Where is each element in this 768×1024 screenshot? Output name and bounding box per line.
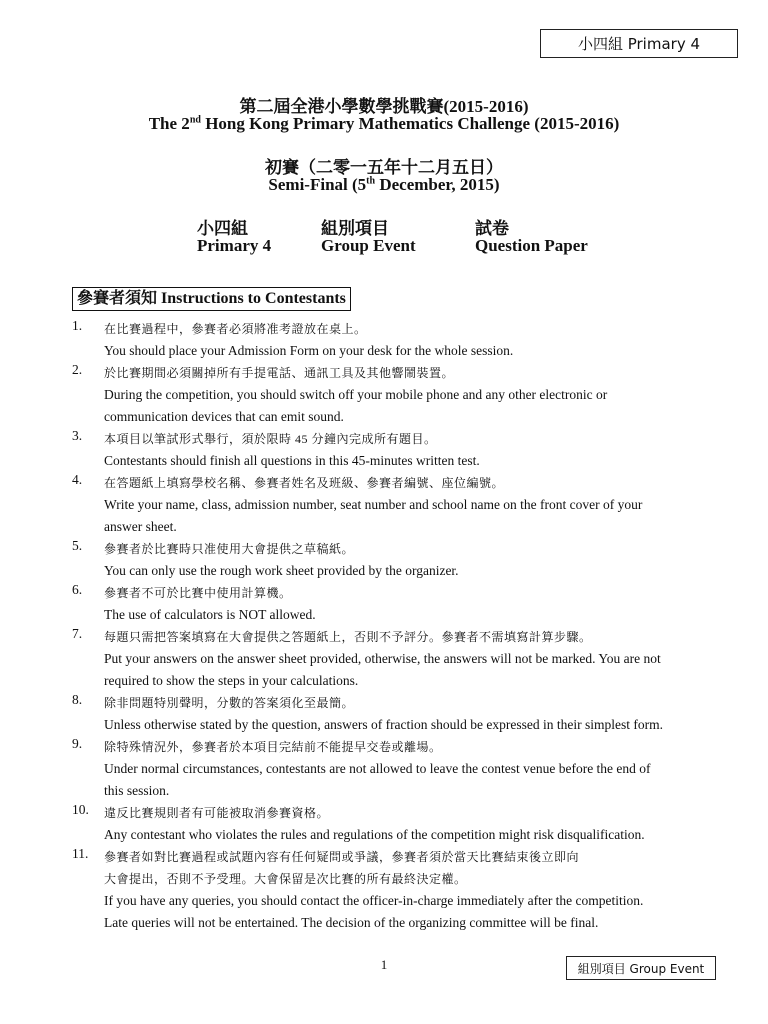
footer-event-box: 組別項目 Group Event: [566, 956, 716, 980]
instruction-item: [72, 582, 702, 626]
instruction-item: [72, 318, 702, 362]
level-en: Primary 4: [197, 236, 272, 255]
instruction-text-en: Late queries will not be entertained. The decision of the organizing committee will be final.: [104, 915, 599, 930]
instruction-text-zh: 每題只需把答案填寫在大會提供之答題紙上，否則不予評分。參賽者不需填寫計算步驟。: [104, 630, 592, 644]
group-zh: 組別項目: [321, 219, 389, 238]
instruction-text-zh: 參賽者不可於比賽中使用計算機。: [104, 586, 292, 600]
instruction-text-en: You should place your Admission Form on your desk for the whole session.: [104, 343, 514, 358]
instruction-text-zh: 在答題紙上填寫學校名稱、參賽者姓名及班級、參賽者編號、座位編號。: [104, 476, 505, 490]
page-number: 1: [380, 957, 388, 972]
instruction-number: 9.: [72, 736, 83, 751]
instruction-number: 3.: [72, 428, 83, 443]
instruction-text-en: required to show the steps in your calculations.: [104, 673, 359, 688]
instruction-text-en: Contestants should finish all questions in this 45-minutes written test.: [104, 453, 480, 468]
title-english: The 2nd Hong Kong Primary Mathematics Challenge (2015-2016): [148, 114, 620, 133]
instructions-heading: 參賽者須知 Instructions to Contestants: [72, 287, 351, 311]
instruction-text-en: Put your answers on the answer sheet provided, otherwise, the answers will not be marked. You are not: [104, 651, 661, 666]
instruction-item: [72, 538, 702, 582]
group-en: Group Event: [321, 236, 416, 255]
instruction-text-en: Under normal circumstances, contestants are not allowed to leave the contest venue before the end of: [104, 761, 651, 776]
instruction-number: 11.: [72, 846, 89, 861]
instruction-text-zh: 本項目以筆試形式舉行，須於限時 45 分鐘內完成所有題目。: [104, 432, 437, 446]
instruction-text-zh: 除特殊情況外，參賽者於本項目完結前不能提早交卷或離場。: [104, 740, 442, 754]
header-level-box: 小四組 Primary 4: [540, 29, 738, 58]
instruction-text-en: answer sheet.: [104, 519, 177, 534]
instruction-item: [72, 692, 702, 736]
round-english: Semi-Final (5th December, 2015): [268, 175, 500, 194]
paper-zh: 試卷: [475, 219, 509, 238]
instruction-text-zh: 除非問題特別聲明，分數的答案須化至最簡。: [104, 696, 355, 710]
instruction-text-zh: 於比賽期間必須關掉所有手提電話、通訊工具及其他響鬧裝置。: [104, 366, 455, 380]
instruction-text-en: The use of calculators is NOT allowed.: [104, 607, 316, 622]
instruction-item: [72, 802, 702, 846]
round-chinese: 初賽（二零一五年十二月五日）: [265, 158, 503, 177]
instruction-text-zh: 大會提出，否則不予受理。大會保留是次比賽的所有最終決定權。: [104, 872, 467, 886]
instruction-number: 2.: [72, 362, 83, 377]
instruction-number: 1.: [72, 318, 83, 333]
instruction-text-en: Any contestant who violates the rules and regulations of the competition might risk disqualification.: [104, 827, 645, 842]
instruction-text-zh: 違反比賽規則者有可能被取消參賽資格。: [104, 806, 330, 820]
instruction-item: [72, 626, 702, 692]
level-zh: 小四組: [197, 219, 248, 238]
instruction-number: 8.: [72, 692, 83, 707]
instruction-text-en: Write your name, class, admission number, seat number and school name on the front cover of your: [104, 497, 643, 512]
instruction-item: [72, 736, 702, 802]
instruction-item: [72, 472, 702, 538]
instruction-number: 4.: [72, 472, 83, 487]
instruction-text-zh: 在比賽過程中，參賽者必須將准考證放在桌上。: [104, 322, 367, 336]
instructions-list: [72, 318, 702, 934]
instruction-text-zh: 參賽者如對比賽過程或試題內容有任何疑問或爭議，參賽者須於當天比賽結束後立即向: [104, 850, 580, 864]
instruction-text-en: communication devices that can emit sound.: [104, 409, 344, 424]
instruction-item: [72, 362, 702, 428]
instruction-text-en: If you have any queries, you should contact the officer-in-charge immediately after the competition.: [104, 893, 644, 908]
instruction-number: 7.: [72, 626, 83, 641]
title-chinese: 第二屆全港小學數學挑戰賽(2015-2016): [239, 97, 529, 116]
instruction-text-en: You can only use the rough work sheet provided by the organizer.: [104, 563, 459, 578]
instruction-item: [72, 428, 702, 472]
instruction-text-en: Unless otherwise stated by the question, answers of fraction should be expressed in their simplest form.: [104, 717, 664, 732]
instruction-number: 6.: [72, 582, 83, 597]
instruction-number: 5.: [72, 538, 83, 553]
paper-en: Question Paper: [475, 236, 588, 255]
instruction-text-zh: 參賽者於比賽時只准使用大會提供之草稿紙。: [104, 542, 355, 556]
instruction-text-en: During the competition, you should switch off your mobile phone and any other electronic or: [104, 387, 608, 402]
instruction-text-en: this session.: [104, 783, 170, 798]
instruction-item: [72, 846, 702, 934]
instruction-number: 10.: [72, 802, 89, 817]
